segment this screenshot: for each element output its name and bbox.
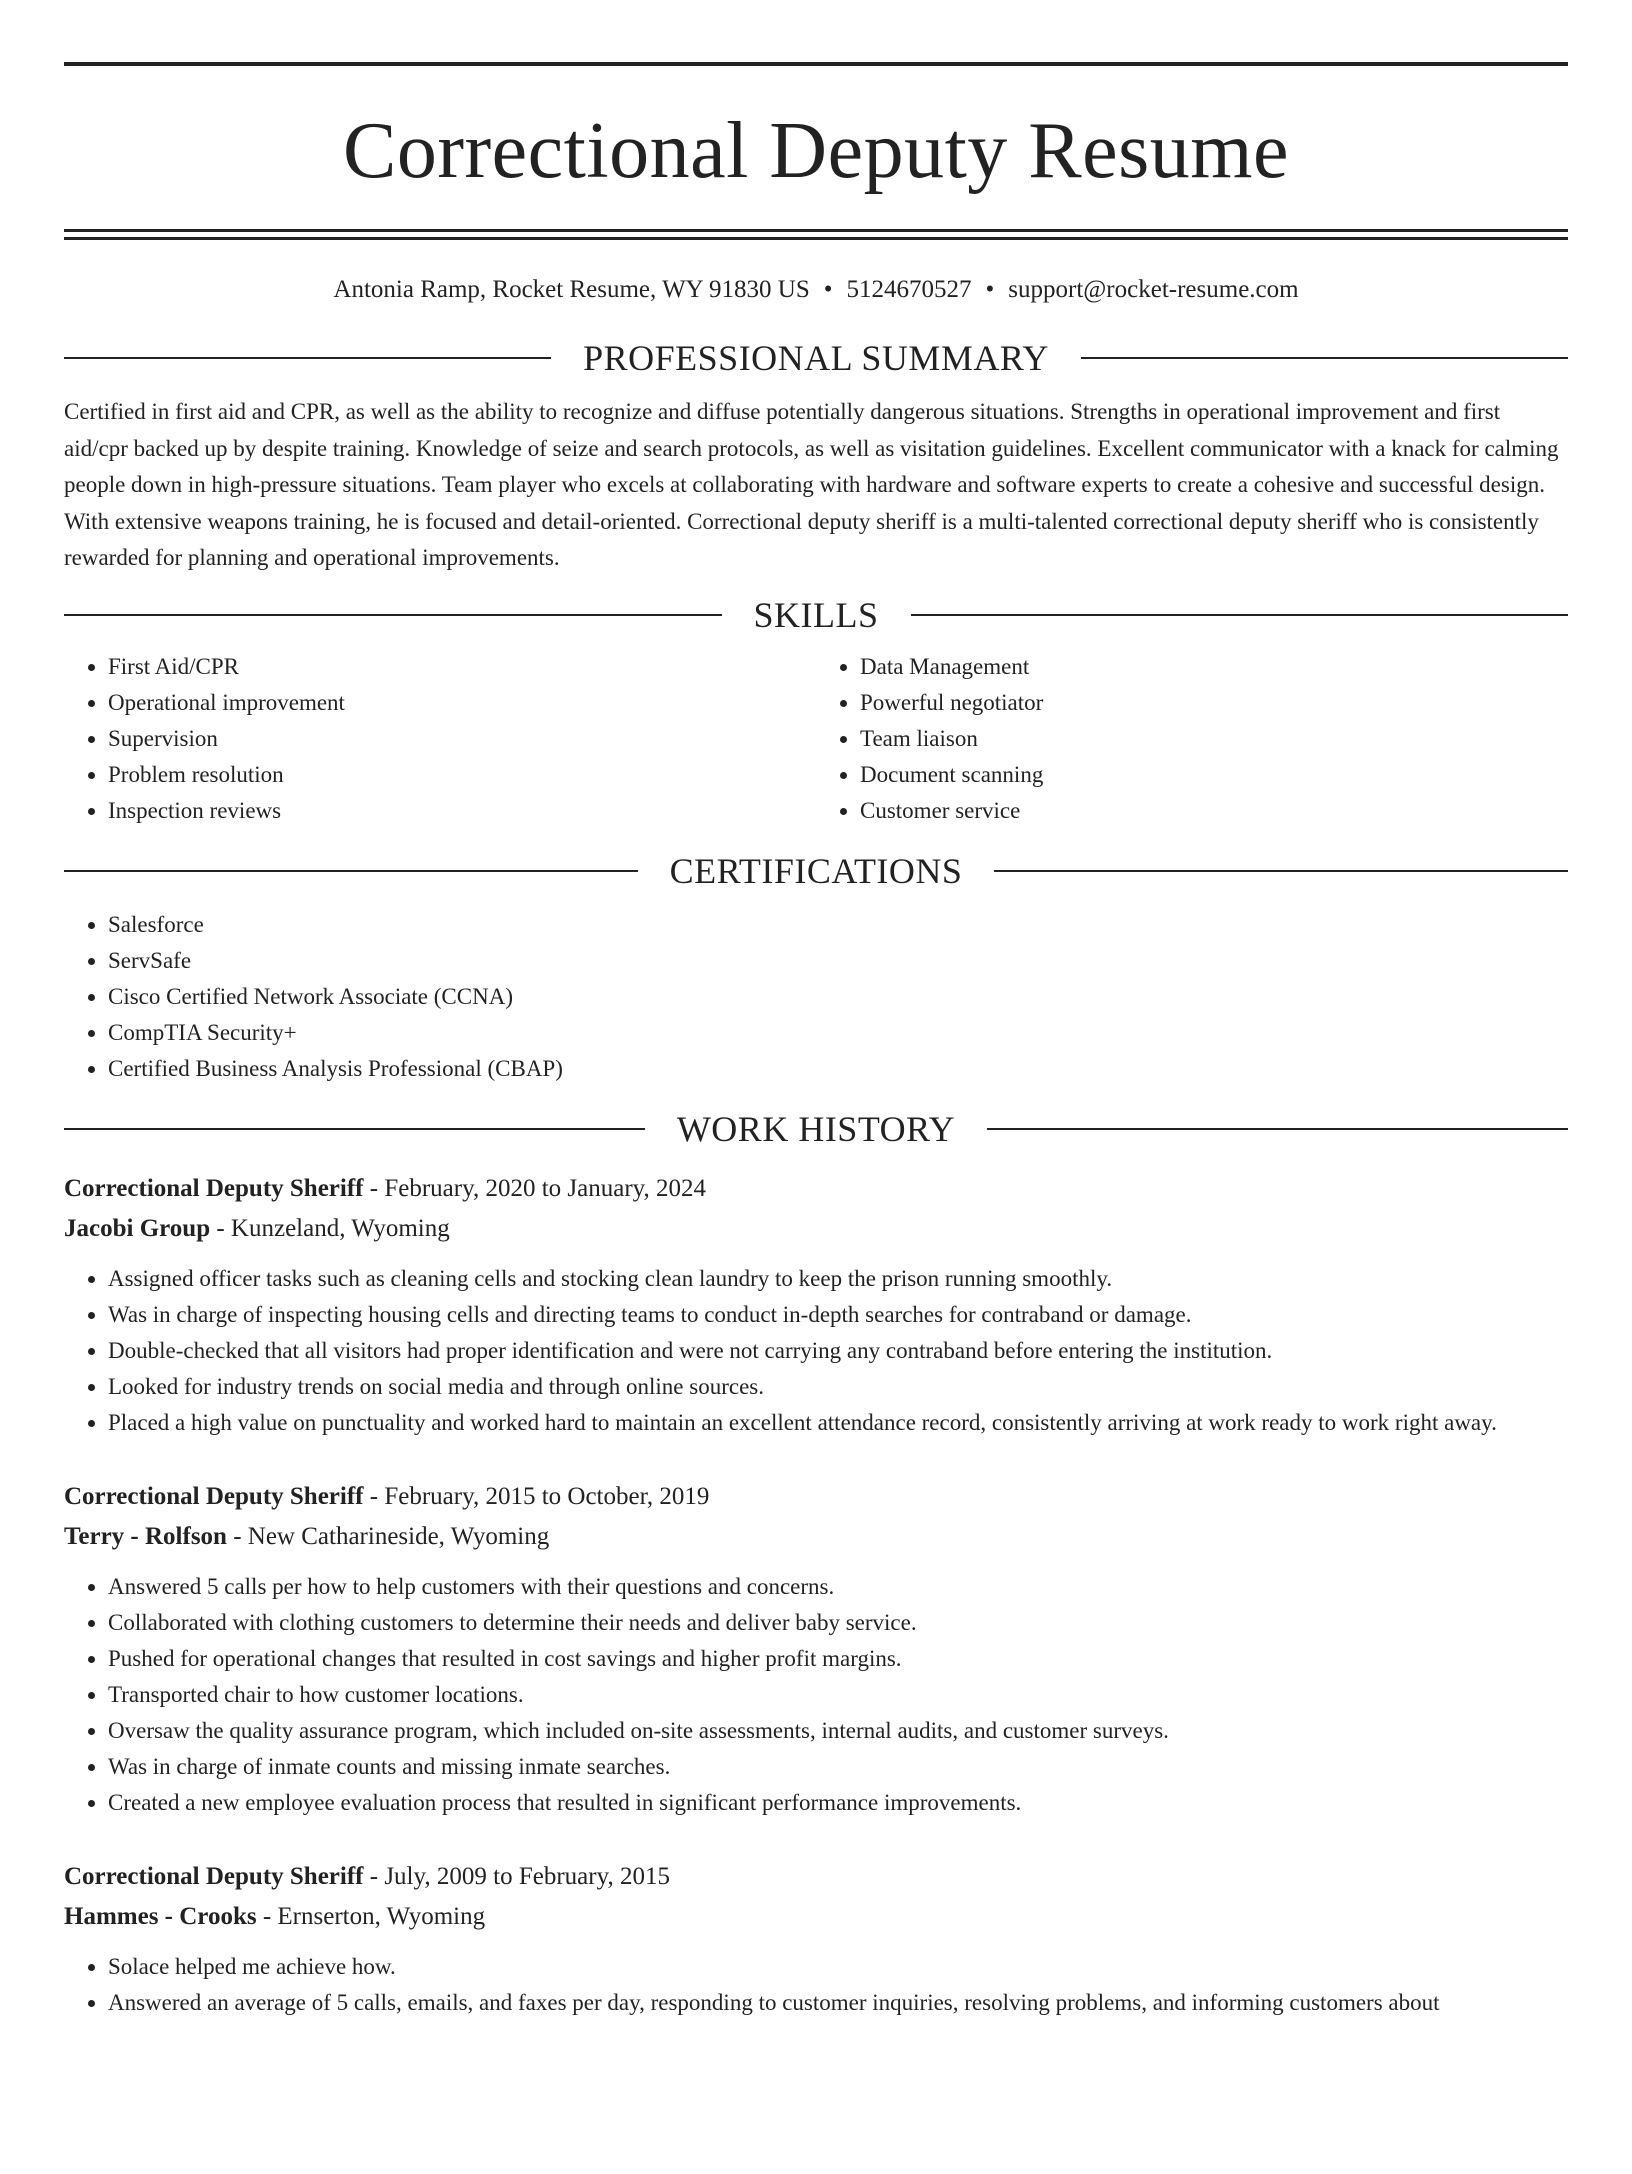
skill-item: • Team liaison [860,721,1568,757]
job-title: Correctional Deputy Sheriff [64,1482,364,1510]
title-double-divider [64,229,1568,240]
job-duty: • Answered an average of 5 calls, emails, and faxes per day, responding to customer inquiries, resolving problems, and informing customers about [108,1985,1568,2021]
job-duty: • Answered 5 calls per how to help customers with their questions and concerns. [108,1569,1568,1605]
job-duties [64,1261,1568,1441]
skill-item: • Customer service [860,793,1568,829]
contact-email: support@rocket-resume.com [1008,276,1299,303]
heading-rule [64,357,551,359]
skill-item: • Operational improvement [108,685,816,721]
certification-item: • CompTIA Security+ [108,1015,1568,1051]
job-duty: • Looked for industry trends on social media and through online sources. [108,1369,1568,1405]
certifications-heading-label: CERTIFICATIONS [669,850,963,891]
summary-heading [64,336,1568,380]
job-duty: • Pushed for operational changes that resulted in cost savings and higher profit margins. [108,1641,1568,1677]
skills-heading-label: SKILLS [753,594,879,635]
heading-rule [994,870,1568,872]
job-entry [64,1169,1568,1441]
heading-rule [64,1128,645,1130]
job-company: Hammes - Crooks [64,1902,257,1930]
resume-page [0,62,1632,2174]
skill-item: • Supervision [108,721,816,757]
page-title: Correctional Deputy Resume [342,107,1290,195]
job-company: Jacobi Group [64,1214,211,1242]
heading-rule [987,1128,1568,1130]
job-duty: • Collaborated with clothing customers to determine their needs and deliver baby service. [108,1605,1568,1641]
skill-item: • First Aid/CPR [108,649,816,685]
job-title: Correctional Deputy Sheriff [64,1862,364,1890]
job-duties [64,1949,1568,2021]
job-duty: • Transported chair to how customer locations. [108,1677,1568,1713]
job-duty: • Double-checked that all visitors had proper identification and were not carrying any contraband before entering the institution. [108,1333,1568,1369]
certifications-heading [64,849,1568,893]
job-duty: • Oversaw the quality assurance program, which included on-site assessments, internal audits, and customer surveys. [108,1713,1568,1749]
job-location: - Kunzeland, Wyoming [210,1214,450,1242]
contact-phone: 5124670527 [846,276,972,303]
job-company-line [64,1209,1568,1249]
job-duty: • Created a new employee evaluation process that resulted in significant performance improvements. [108,1785,1568,1821]
job-entry [64,1857,1568,2021]
summary-text: Certified in first aid and CPR, as well as the ability to recognize and diffuse potentially dangerous situations. Strengths in operational improvement and first aid/cpr backed up by despite training. Knowledge of seize and search protocols, as well as visitation guidelines. Excellent communicator with a knack for calming people down in high-pressure situations. Team player who excels at collaborating with hardware and software experts to create a cohesive and successful design. With extensive weapons training, he is focused and detail-oriented. Correctional deputy sheriff is a multi-talented correctional deputy sheriff who is consistently rewarded for planning and operational improvements. [64,399,1559,570]
contact-address: Antonia Ramp, Rocket Resume, WY 91830 US [333,276,810,303]
heading-rule [64,614,722,616]
job-duty: • Solace helped me achieve how. [108,1949,1568,1985]
skill-item: • Inspection reviews [108,793,816,829]
job-company-line [64,1517,1568,1557]
skill-item: • Problem resolution [108,757,816,793]
certification-item: • ServSafe [108,943,1568,979]
summary-heading-label: PROFESSIONAL SUMMARY [583,338,1049,378]
job-title-line [64,1477,1568,1517]
skill-item: • Powerful negotiator [860,685,1568,721]
job-title: Correctional Deputy Sheriff [64,1174,364,1202]
job-title-line [64,1857,1568,1897]
job-duties [64,1569,1568,1821]
skill-item: • Data Management [860,649,1568,685]
certification-item: • Certified Business Analysis Professional (CBAP) [108,1051,1568,1087]
job-duty: • Placed a high value on punctuality and worked hard to maintain an excellent attendance record, consistently arriving at work ready to work right away. [108,1405,1568,1441]
job-duty: • Was in charge of inmate counts and missing inmate searches. [108,1749,1568,1785]
heading-rule [64,870,638,872]
skills-list [64,649,1568,829]
job-dates: - July, 2009 to February, 2015 [363,1862,670,1890]
skills-column-left [64,649,816,829]
job-duty: • Assigned officer tasks such as cleaning cells and stocking clean laundry to keep the prison running smoothly. [108,1261,1568,1297]
work-history-heading [64,1107,1568,1151]
skills-column-right [816,649,1568,829]
skill-item: • Document scanning [860,757,1568,793]
contact-separator: • [985,276,995,303]
top-divider [64,62,1568,66]
heading-rule [911,614,1569,616]
skills-heading [64,593,1568,637]
certification-item: • Cisco Certified Network Associate (CCNA) [108,979,1568,1015]
heading-rule [1081,357,1568,359]
job-duty: • Was in charge of inspecting housing cells and directing teams to conduct in-depth searches for contraband or damage. [108,1297,1568,1333]
job-location: - New Catharineside, Wyoming [226,1522,550,1550]
contact-line [64,274,1568,306]
job-title-line [64,1169,1568,1209]
job-entry [64,1477,1568,1821]
certification-item: • Salesforce [108,907,1568,943]
contact-separator: • [823,276,833,303]
job-location: - Ernserton, Wyoming [256,1902,486,1930]
job-company-line [64,1897,1568,1937]
job-company: Terry - Rolfson [64,1522,227,1550]
job-dates: - February, 2020 to January, 2024 [363,1174,707,1202]
certifications-list [64,907,1568,1087]
job-dates: - February, 2015 to October, 2019 [363,1482,710,1510]
work-history-heading-label: WORK HISTORY [676,1108,956,1149]
